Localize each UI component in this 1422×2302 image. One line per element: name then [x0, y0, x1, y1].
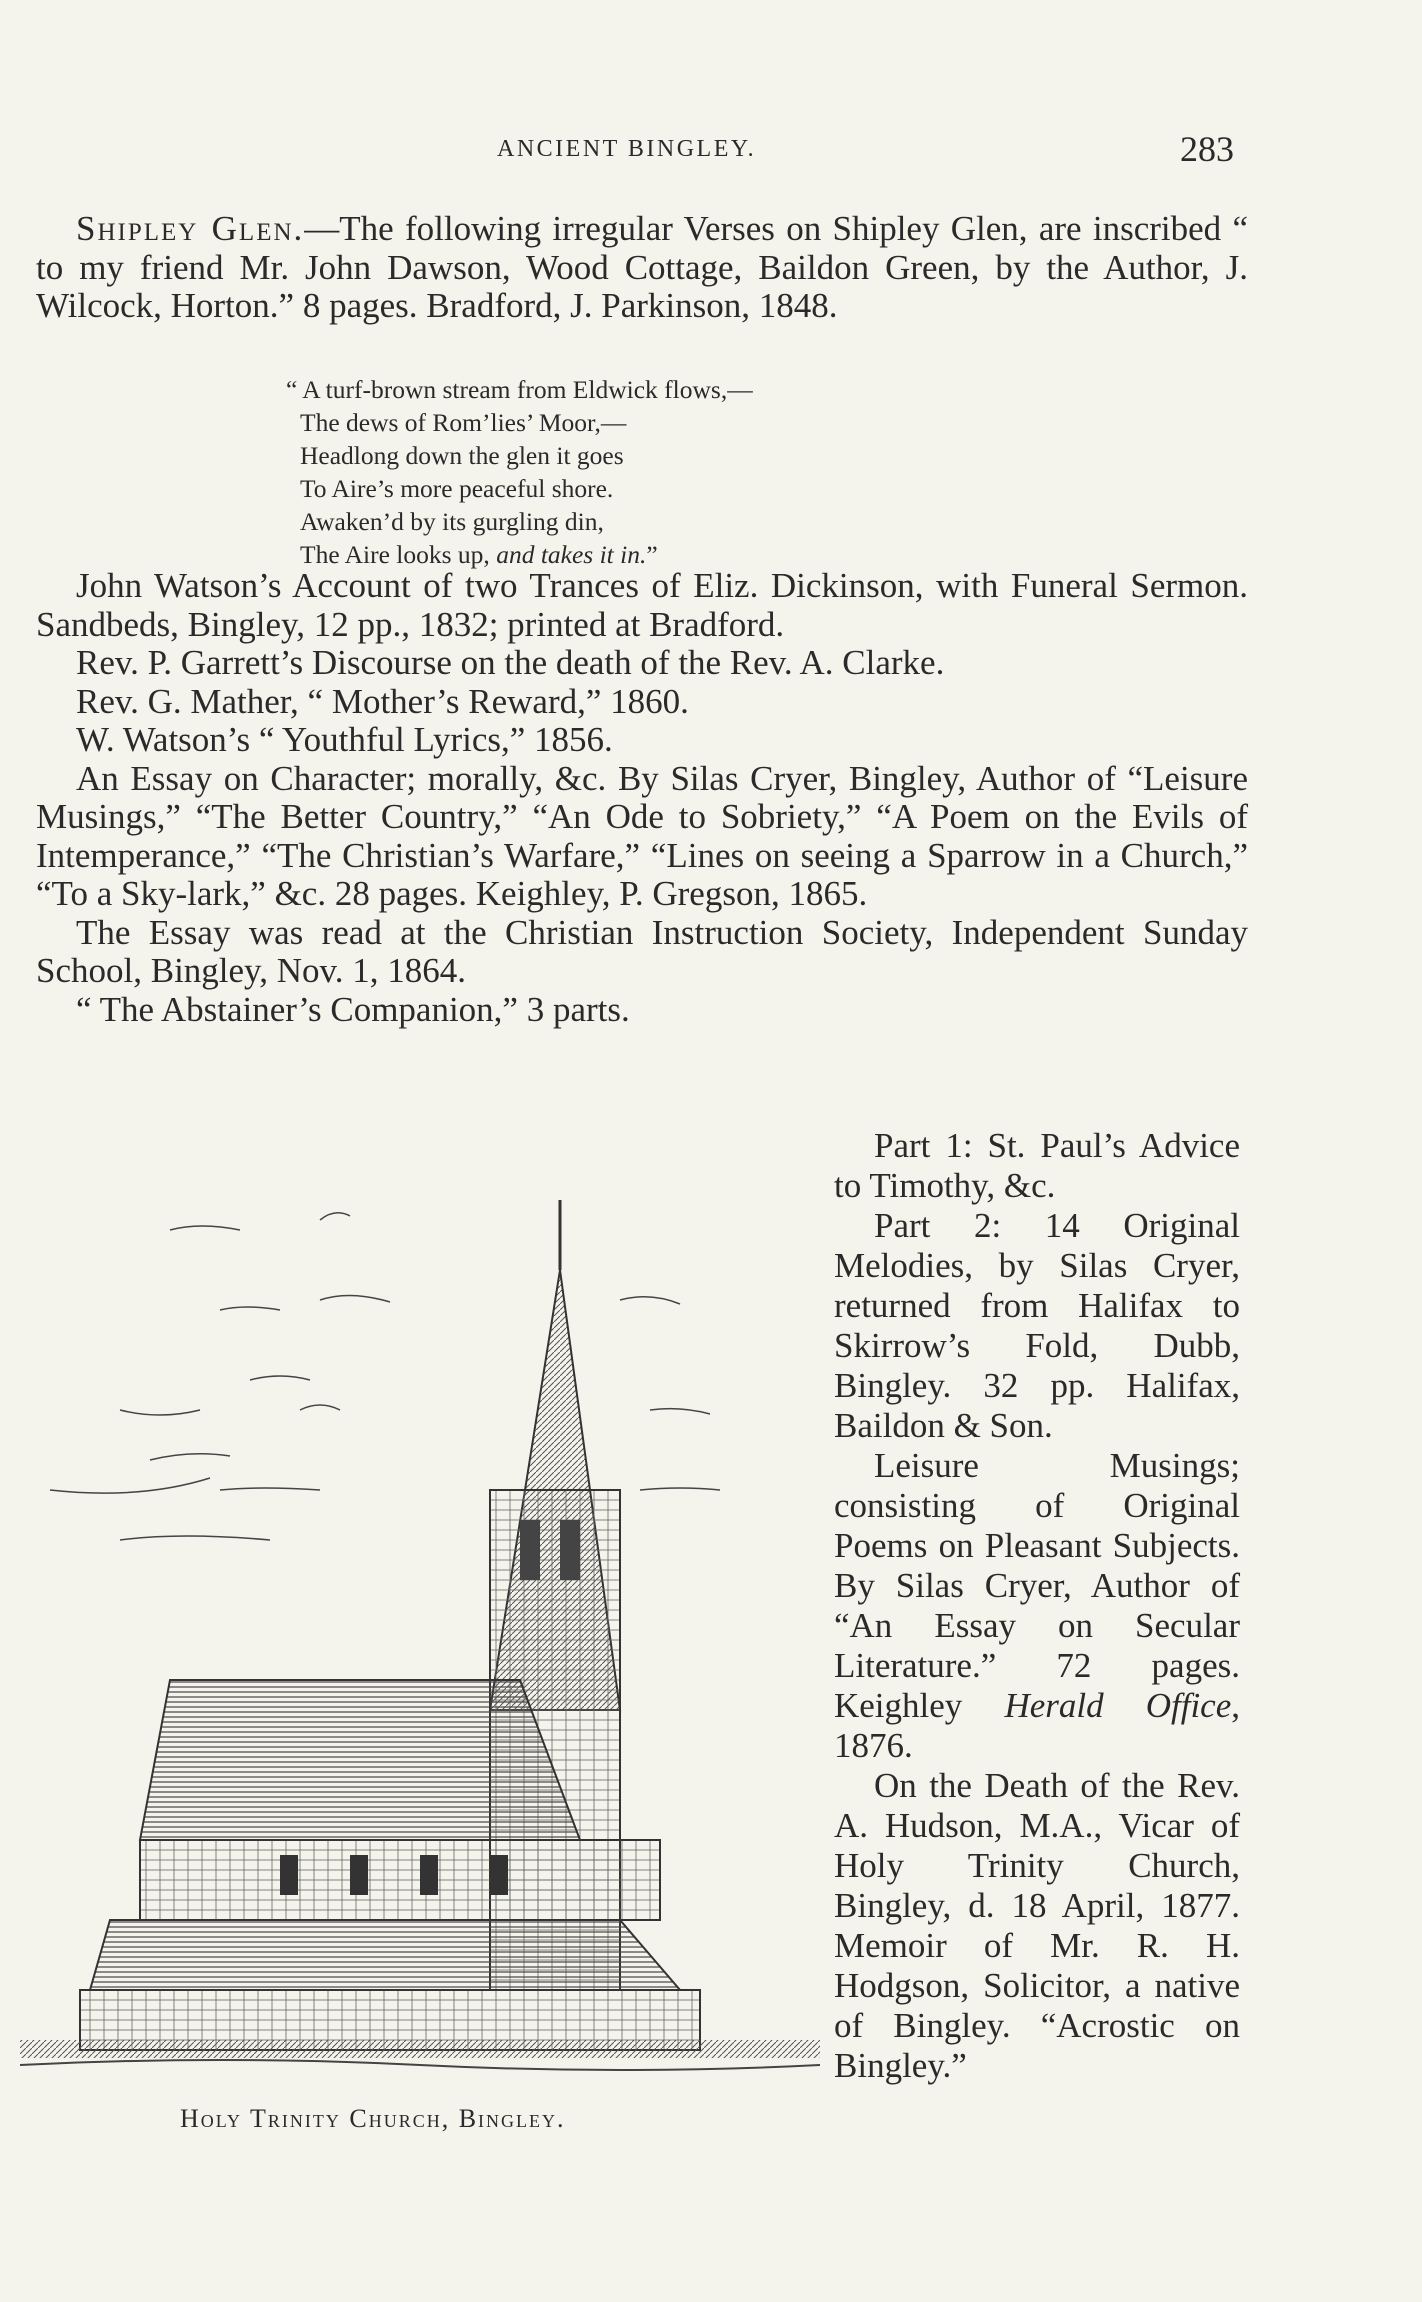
figure-caption: Holy Trinity Church, Bingley.	[180, 2104, 566, 2133]
leisure-musings-text: Leisure Musings; consisting of Original Poems on Pleasant Subjects. By Silas Cryer, Author of “An Essay on Secular Literature.” 72 pages. Keighley	[834, 1446, 1240, 1725]
verse-line-italic: and takes it in.	[496, 540, 647, 569]
paragraph-mather: Rev. G. Mather, “ Mother’s Reward,” 1860.	[76, 681, 689, 721]
paragraph-youthful-lyrics: W. Watson’s “ Youthful Lyrics,” 1856.	[76, 720, 613, 759]
entry-lead: Shipley Glen.	[76, 209, 305, 248]
verse-line-start: The Aire looks up,	[300, 540, 497, 569]
verse-line: Awaken’d by its gurgling din,	[300, 507, 604, 536]
part-one: Part 1: St. Paul’s Advice to Timothy, &c.	[834, 1126, 1240, 1205]
paragraph-essay: An Essay on Character; morally, &c. By Silas Cryer, Bingley, Author of “Leisure Musings,” “The Better Country,” “An Ode to Sobriety,” “A Poem on the Evils of Intemperance,” “The Christian’s Warfare,” “Lines on seeing a Sparrow in a Church,” “To a Sky-lark,” &c. 28 pages. Keighley, P. Gregson, 1865.	[36, 758, 1248, 913]
main-text	[36, 567, 1248, 1029]
hudson-memoir: On the Death of the Rev. A. Hudson, M.A., Vicar of Holy Trinity Church, Bingley, d. 18 April, 1877. Memoir of Mr. R. H. Hodgson, Solicitor, a native of Bingley. “Acrostic on Bingley.”	[834, 1766, 1240, 2085]
paragraph-garrett: Rev. P. Garrett’s Discourse on the death of the Rev. A. Clarke.	[76, 643, 945, 682]
entry-text: —The following irregular Verses on Shipley Glen, are inscribed “ to my friend Mr. John Dawson, Wood Cottage, Baildon Green, by the Author, J. Wilcock, Horton.” 8 pages. Bradford, J. Parkinson, 1848.	[36, 209, 1248, 325]
leisure-musings-end: , 1876.	[834, 1686, 1240, 1765]
page-header	[0, 128, 1422, 172]
verse-line-end: ”	[646, 540, 658, 569]
leisure-musings	[834, 1446, 1240, 1766]
part-two: Part 2: 14 Original Melodies, by Silas Cryer, returned from Halifax to Skirrow’s Fold, Dubb, Bingley. 32 pp. Halifax, Baildon & Son.	[834, 1206, 1240, 1445]
leisure-musings-italic: Herald Office	[1004, 1686, 1232, 1725]
verse-line: Headlong down the glen it goes	[300, 441, 624, 470]
page-number: 283	[1180, 129, 1234, 169]
paragraph-essay-note: The Essay was read at the Christian Instruction Society, Independent Sunday School, Bingley, Nov. 1, 1864.	[36, 912, 1248, 990]
entry-shipley-glen	[36, 210, 1248, 326]
verse-line: “ A turf-brown stream from Eldwick flows,—	[286, 375, 753, 404]
running-head: ANCIENT BINGLEY.	[497, 136, 757, 162]
paragraph-abstainer: “ The Abstainer’s Companion,” 3 parts.	[76, 989, 630, 1029]
entry-paragraph	[36, 210, 1248, 326]
right-column-text	[834, 1126, 1240, 2086]
verse-block	[286, 373, 1000, 571]
verse-line: The dews of Rom’lies’ Moor,—	[300, 408, 627, 437]
verse-line: To Aire’s more peaceful shore.	[300, 474, 614, 503]
paragraph-watson: John Watson’s Account of two Trances of Eliz. Dickinson, with Funeral Sermon. Sandbeds, Bingley, 12 pp., 1832; printed at Bradford.	[36, 566, 1248, 644]
church-illustration	[20, 1160, 820, 2080]
